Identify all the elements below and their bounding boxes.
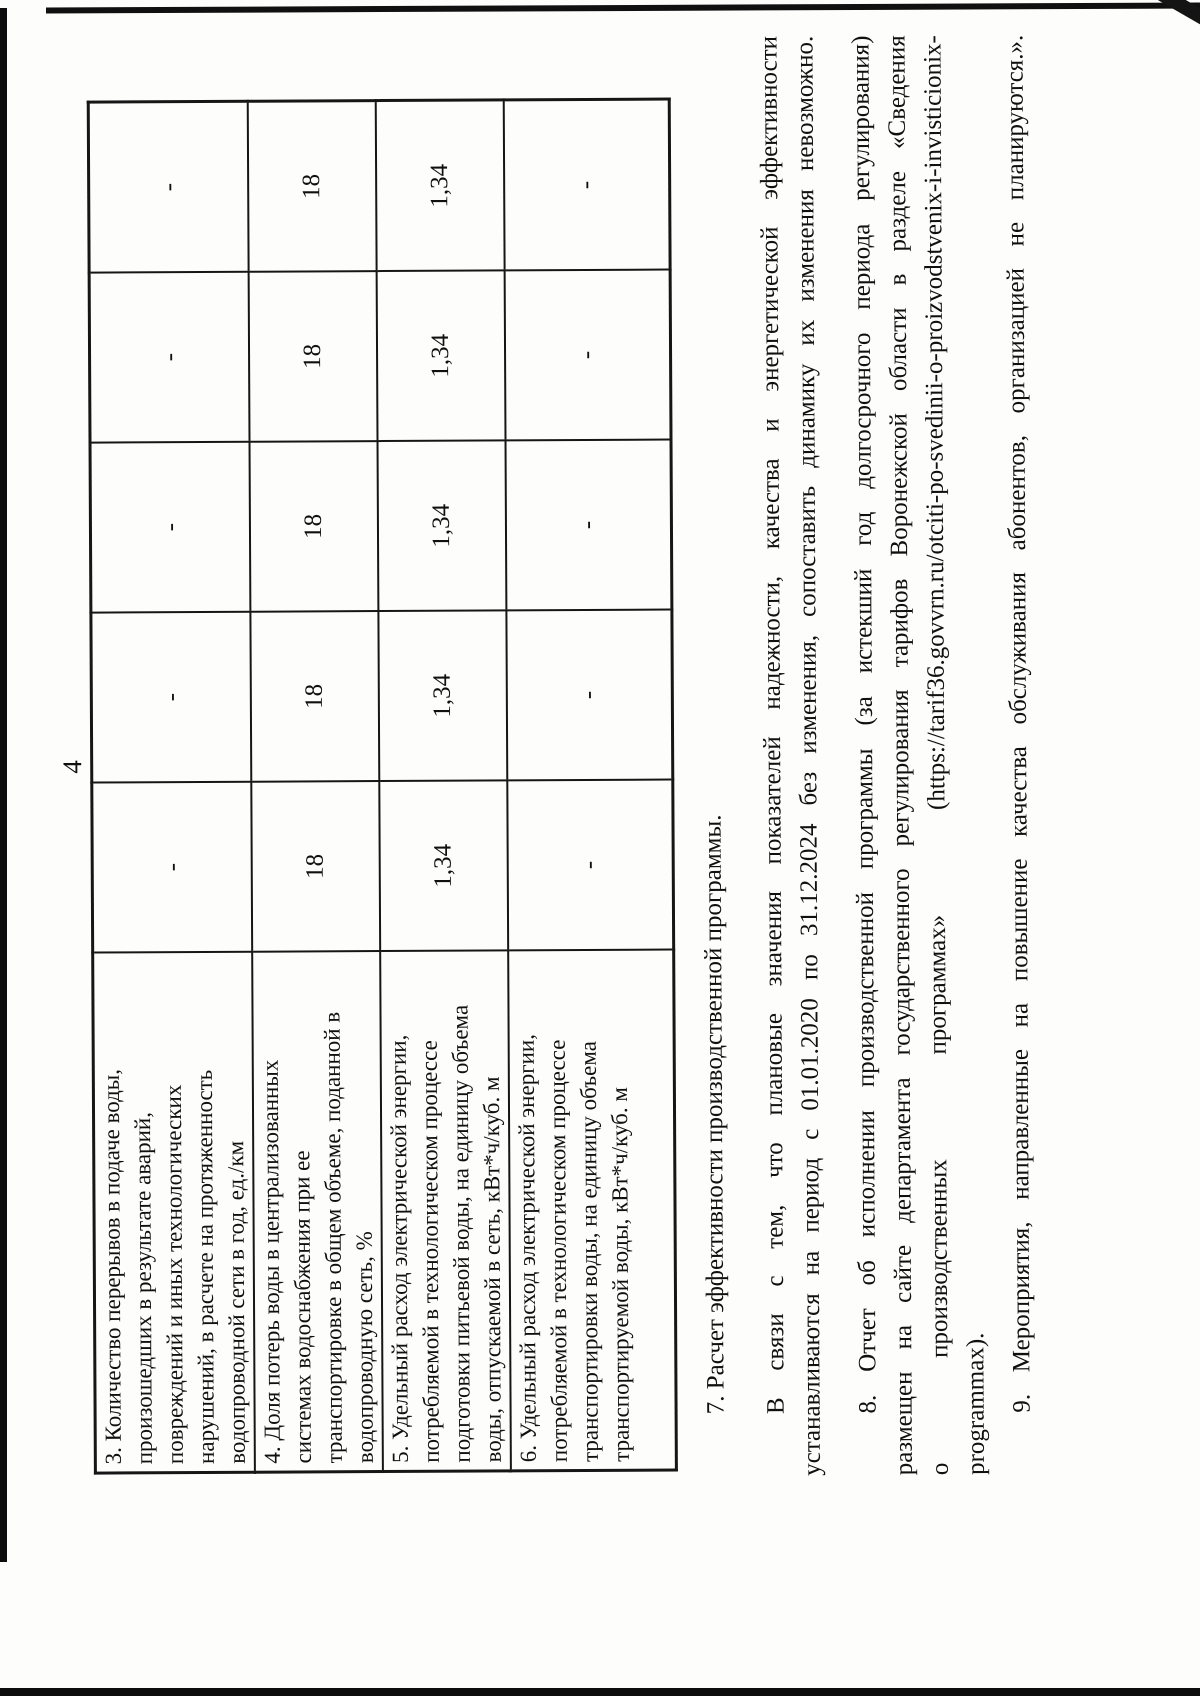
paragraph-dynamics-line-2: устанавливаются на период с 01.01.2020 по 31.12.2024 без изменения, сопоставить динамику их изменения невозможно. (791, 35, 826, 1476)
paragraph-7: 7. Расчет эффективности производственной программы. (699, 814, 730, 1415)
value-cell: 1,34 (377, 270, 506, 441)
indicators-table (87, 98, 678, 1475)
value-cell: 1,34 (379, 780, 508, 951)
value-cell: 18 (248, 101, 377, 272)
value-cell: - (92, 782, 252, 953)
page-number: 4 (57, 760, 88, 774)
value-cell: - (504, 99, 670, 270)
scanner-edge-bottom (0, 1688, 1200, 1696)
value-cell: 1,34 (378, 610, 507, 781)
value-cell: - (505, 270, 671, 441)
row-label-cell: 5. Удельный расход электрической энергии, потребляемой в технологическом процессе подготовки питьевой воды, на единицу объема воды, отпускаемой в сеть, кВт*ч/куб. м (380, 950, 511, 1471)
value-cell: - (506, 440, 672, 611)
table-row (88, 101, 255, 1473)
paragraph-9: 9. Мероприятия, направленные на повышение качества обслуживания абонентов, организацией не планируются.». (1001, 34, 1036, 1413)
table-row (248, 101, 383, 1473)
row-label-cell: 3. Количество перерывов в подаче воды, произошедших в результате аварий, повреждений и иных технологических нарушений, в расчете на протяженность водопроводной сети в год, ед./км (93, 952, 255, 1473)
value-cell: 18 (250, 611, 379, 782)
value-cell: - (91, 612, 251, 783)
value-cell: 18 (249, 271, 378, 442)
row-label-cell: 4. Доля потерь воды в централизованных системах водоснабжения при ее транспортировке в общем объеме, поданной в водопроводную сеть, % (252, 951, 383, 1472)
value-cell: - (88, 101, 248, 272)
value-cell: 1,34 (378, 440, 507, 611)
paragraph-8-line-1: 8. Отчет об исполнении производственной программы (за истекший год долгосрочного периода регулирования) (847, 35, 882, 1414)
row-label-cell: 6. Удельный расход электрической энергии, потребляемой в технологическом процессе транспортировки воды, на единицу объема транспортируемой воды, кВт*ч/куб. м (508, 950, 676, 1471)
paragraph-8-line-3: о производственных программах» (https://tarif36.govvrn.ru/otciti-po-svedinii-o-proizvodstvenix-i-invisticionix- (919, 35, 954, 1476)
value-cell: 18 (250, 441, 379, 612)
value-cell: - (506, 610, 672, 781)
value-cell: - (90, 442, 250, 613)
value-cell: 18 (251, 781, 380, 952)
paragraph-8-line-2: размещен на сайте департамента государственного регулирования тарифов Воронежской области в разделе «Сведения (883, 35, 918, 1476)
value-cell: - (89, 272, 249, 443)
value-cell: 1,34 (376, 100, 505, 271)
rotated-page-content (3, 2, 1188, 1682)
value-cell: - (507, 780, 673, 951)
table-row (376, 100, 511, 1472)
body-text-block (691, 35, 1041, 1477)
table-row (504, 99, 676, 1471)
paragraph-dynamics-line-1: В связи с тем, что плановые значения показателей надежности, качества и энергетической эффективности (755, 35, 790, 1415)
paragraph-8-line-4: programmax). (962, 1332, 990, 1476)
